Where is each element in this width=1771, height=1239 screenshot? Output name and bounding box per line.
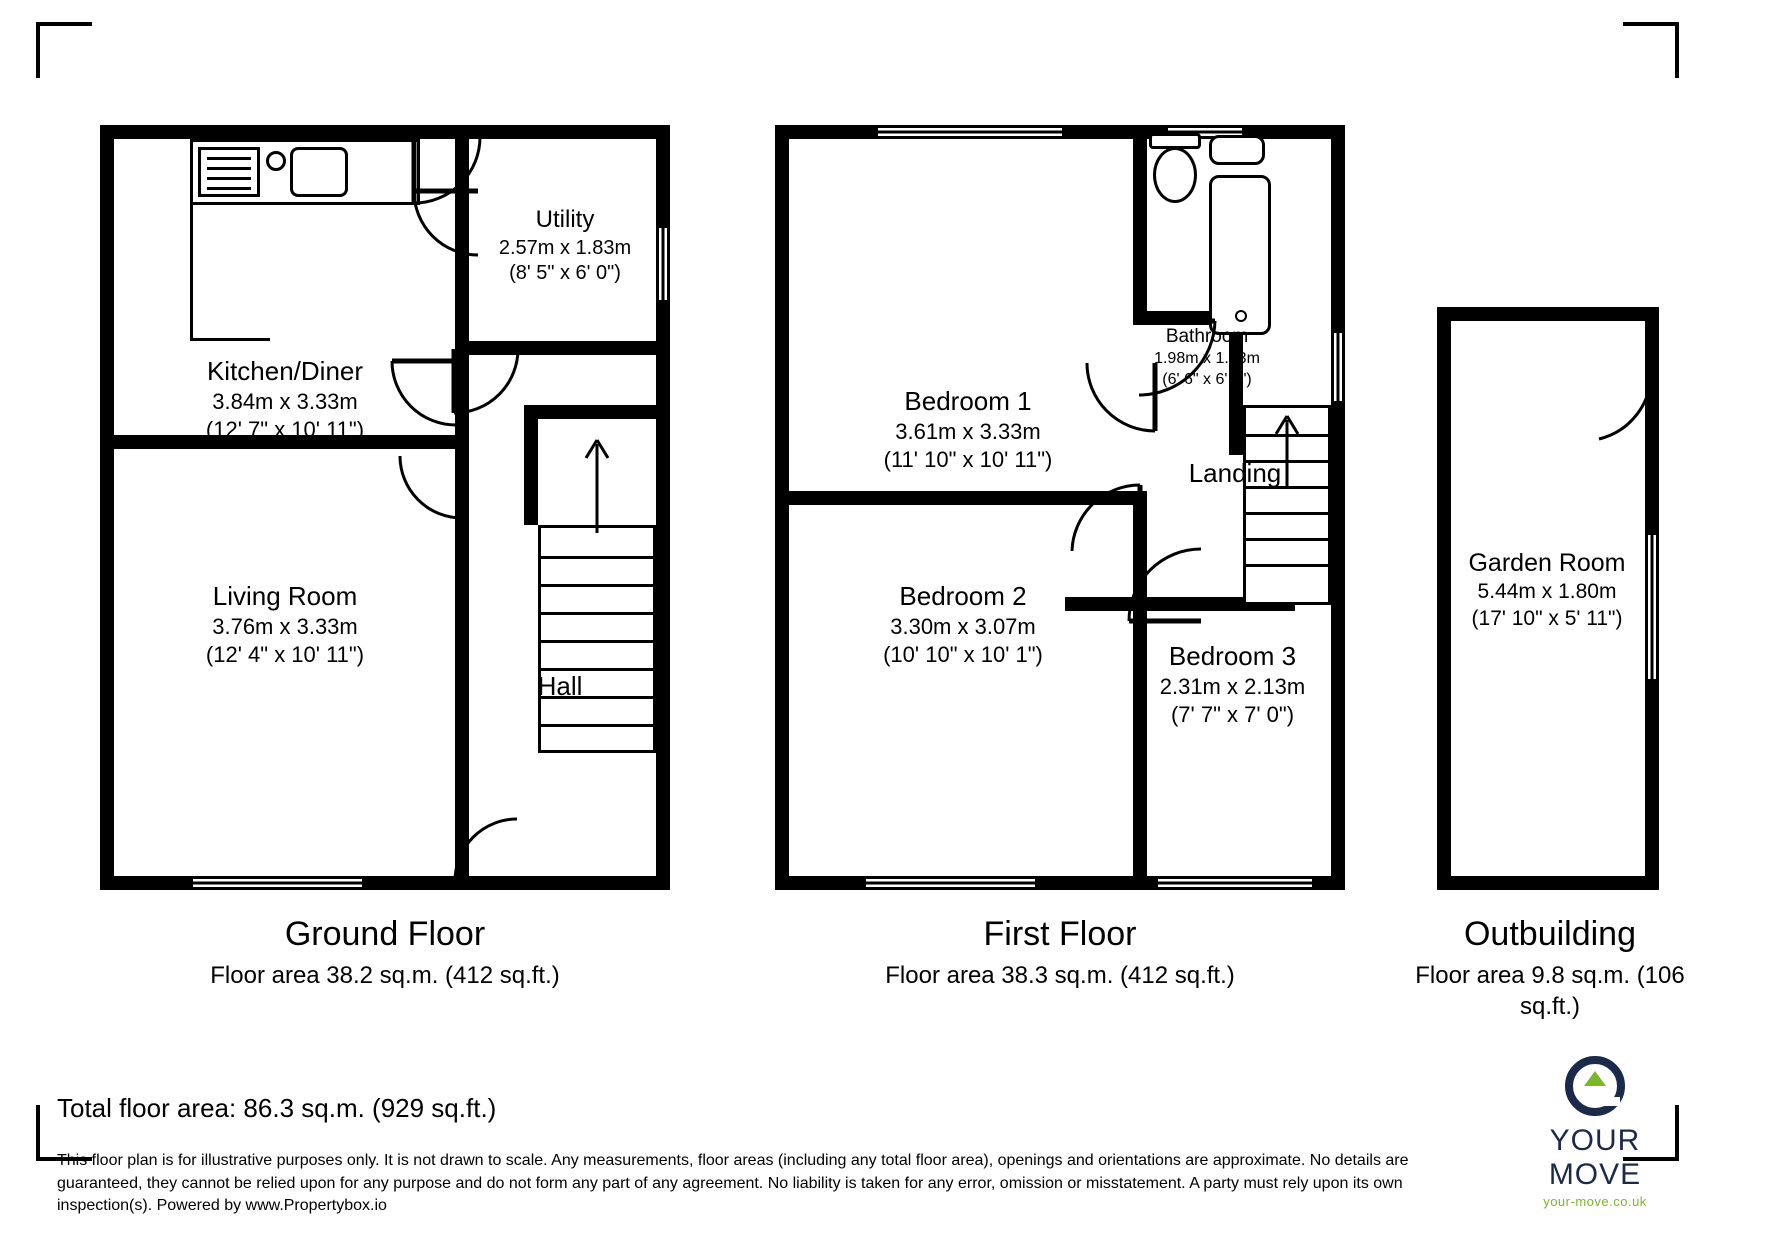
room-imperial: (7' 7" x 7' 0") <box>1170 702 1295 728</box>
window-living-front <box>190 876 365 890</box>
room-label-kitchen-diner <box>120 355 450 445</box>
kitchen-unit-edge <box>190 205 193 341</box>
room-metric: 3.61m x 3.33m <box>895 419 1041 445</box>
first-floor-plan <box>775 125 1345 890</box>
floor-area-text: Floor area 9.8 sq.m. (106 sq.ft.) <box>1415 962 1685 1021</box>
total-floor-area: Total floor area: 86.3 sq.m. (929 sq.ft.) <box>57 1093 497 1123</box>
floor-title-outbuilding <box>1400 915 1700 1022</box>
wall-exterior-right <box>1331 125 1345 890</box>
brand-logo <box>1500 1055 1690 1209</box>
room-name: Kitchen/Diner <box>206 356 364 386</box>
floor-title-text: Ground Floor <box>284 915 486 953</box>
room-metric: 3.76m x 3.33m <box>212 614 358 640</box>
floor-area-text: Floor area 38.2 sq.m. (412 sq.ft.) <box>210 962 560 989</box>
door-front-entrance[interactable] <box>445 815 525 887</box>
room-metric: 5.44m x 1.80m <box>1477 580 1617 603</box>
door-garden-room[interactable] <box>1597 367 1669 447</box>
room-name: Hall <box>537 671 583 701</box>
sink-icon <box>290 147 348 197</box>
wall-bed1-bathroom <box>1133 125 1147 325</box>
room-name: Bedroom 3 <box>1168 641 1297 671</box>
room-name: Garden Room <box>1468 549 1626 577</box>
room-metric: 3.84m x 3.33m <box>212 389 358 415</box>
bath-plug-icon <box>1235 310 1247 322</box>
hob-ring-icon <box>266 151 286 171</box>
cistern-icon <box>1149 133 1201 149</box>
wall-exterior-top <box>100 125 670 139</box>
room-imperial: (8' 5" x 6' 0") <box>509 262 621 285</box>
toilet-icon <box>1153 147 1197 203</box>
room-imperial: (11' 10" x 10' 11") <box>883 447 1053 473</box>
floor-title-ground <box>100 915 670 991</box>
room-label-hall <box>470 670 650 703</box>
your-move-mark-icon <box>1500 1055 1690 1122</box>
room-label-bathroom <box>1107 325 1307 390</box>
basin-icon <box>1209 135 1265 165</box>
room-label-bedroom-1 <box>803 385 1133 475</box>
window-bed3-front <box>1155 876 1315 890</box>
room-label-landing <box>1135 457 1335 490</box>
room-metric: 2.57m x 1.83m <box>498 236 632 259</box>
window-bed1-rear <box>875 125 1065 139</box>
room-metric: 3.30m x 3.07m <box>890 614 1036 640</box>
stairs-first <box>1243 405 1331 605</box>
room-imperial: (10' 10" x 10' 1") <box>883 642 1043 668</box>
room-label-garden-room <box>1327 547 1767 633</box>
room-name: Bathroom <box>1165 326 1249 347</box>
hob-icon <box>198 147 260 197</box>
wall-exterior-left <box>100 125 114 890</box>
wall-exterior-bottom <box>1437 876 1659 890</box>
disclaimer-text: This floor plan is for illustrative purposes only. It is not drawn to scale. Any measurements, floor areas (including any total floor area), openings and orientations are approximate. No details are guaranteed, they cannot be relied upon for any purpose and do not form any part of any agreement. No liability is taken for any error, omission or misstatement. A party must rely upon its own inspection(s). Powered by www.Propertybox.io <box>57 1152 1409 1215</box>
door-kitchen-hall[interactable] <box>440 339 520 419</box>
floor-title-text: First Floor <box>983 915 1137 953</box>
room-imperial: (6' 6" x 6' 0") <box>1162 370 1252 388</box>
floor-area-text: Floor area 38.3 sq.m. (412 sq.ft.) <box>885 962 1235 989</box>
room-imperial: (12' 7" x 10' 11") <box>205 417 365 443</box>
stairs-ground <box>538 525 656 753</box>
window-landing-side <box>1331 330 1345 404</box>
brand-url: your-move.co.uk <box>1543 1194 1647 1209</box>
floor-title-first <box>775 915 1345 991</box>
room-name: Landing <box>1188 458 1282 488</box>
floor-title-text: Outbuilding <box>1463 915 1636 953</box>
wall-understairs-top <box>524 405 670 419</box>
wall-exterior-left <box>775 125 789 890</box>
wall-exterior-top <box>1437 307 1659 321</box>
outbuilding-plan <box>1437 307 1659 890</box>
room-label-bedroom-2 <box>793 580 1133 670</box>
wall-exterior-bottom <box>100 876 670 890</box>
room-name: Bedroom 1 <box>904 386 1032 416</box>
door-bedroom-3[interactable] <box>1123 545 1209 627</box>
room-label-bedroom-3 <box>1125 640 1340 730</box>
room-imperial: (17' 10" x 5' 11") <box>1471 606 1623 630</box>
brand-name: YOUR MOVE <box>1548 1124 1642 1191</box>
door-living-hall[interactable] <box>390 450 468 526</box>
room-imperial: (12' 4" x 10' 11") <box>205 642 365 668</box>
ground-floor-plan <box>100 125 670 890</box>
room-metric: 2.31m x 2.13m <box>1159 674 1306 700</box>
kitchen-unit-edge-2 <box>190 338 270 341</box>
room-name: Utility <box>535 206 595 233</box>
room-label-living-room <box>120 580 450 670</box>
room-metric: 1.98m x 1.83m <box>1154 350 1260 368</box>
wall-understairs <box>524 405 538 525</box>
room-name: Bedroom 2 <box>899 581 1027 611</box>
window-bed2-front <box>863 876 1038 890</box>
room-name: Living Room <box>212 581 358 611</box>
room-label-utility <box>470 205 660 287</box>
